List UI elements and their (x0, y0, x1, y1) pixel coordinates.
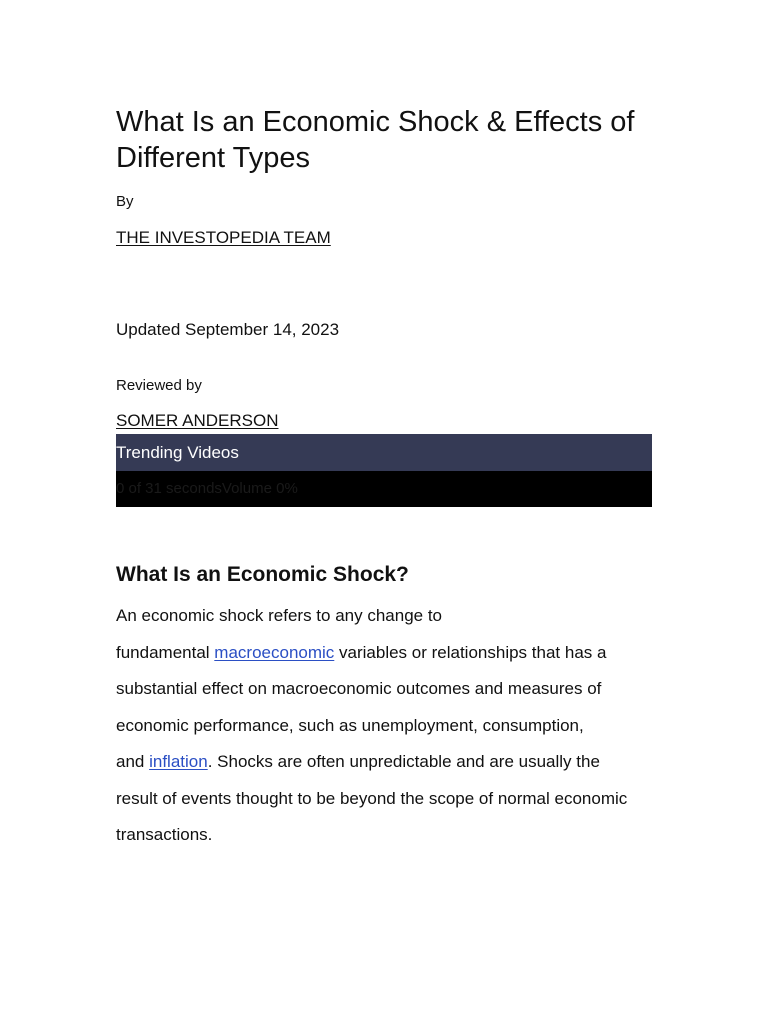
video-header (116, 434, 652, 471)
paragraph-line: result of events thought to be beyond the scope of normal economic (116, 788, 628, 808)
paragraph-line (116, 635, 652, 672)
author-link[interactable]: THE INVESTOPEDIA TEAM (116, 228, 331, 247)
video-header-label: Trending Videos (116, 443, 239, 462)
section-heading: What Is an Economic Shock? (116, 563, 409, 586)
paragraph-line: An economic shock refers to any change to (116, 606, 443, 625)
inflation-link[interactable]: inflation (149, 752, 208, 771)
paragraph-line: transactions. (116, 825, 213, 844)
paragraph-line: substantial effect on macroeconomic outcomes and measures of (116, 679, 602, 698)
paragraph-text: variables or relationships that has a (334, 642, 607, 662)
reviewer-link[interactable]: SOMER ANDERSON (116, 411, 279, 430)
macroeconomic-link[interactable]: macroeconomic (214, 642, 335, 662)
byline-label: By (116, 193, 134, 210)
article-title: What Is an Economic Shock & Effects of Different Types (116, 106, 635, 174)
paragraph-text: fundamental (116, 642, 215, 662)
video-status-text: 0 of 31 secondsVolume 0% (116, 480, 298, 497)
reviewed-by-label: Reviewed by (116, 377, 202, 394)
paragraph-line: economic performance, such as unemployment, consumption, (116, 715, 584, 735)
paragraph-text: . Shocks are often unpredictable and are usually the (207, 752, 600, 771)
paragraph-text: and (116, 752, 150, 771)
section-paragraph (116, 598, 652, 854)
updated-date: Updated September 14, 2023 (116, 320, 340, 339)
paragraph-line (116, 744, 652, 781)
video-player[interactable] (116, 471, 652, 507)
